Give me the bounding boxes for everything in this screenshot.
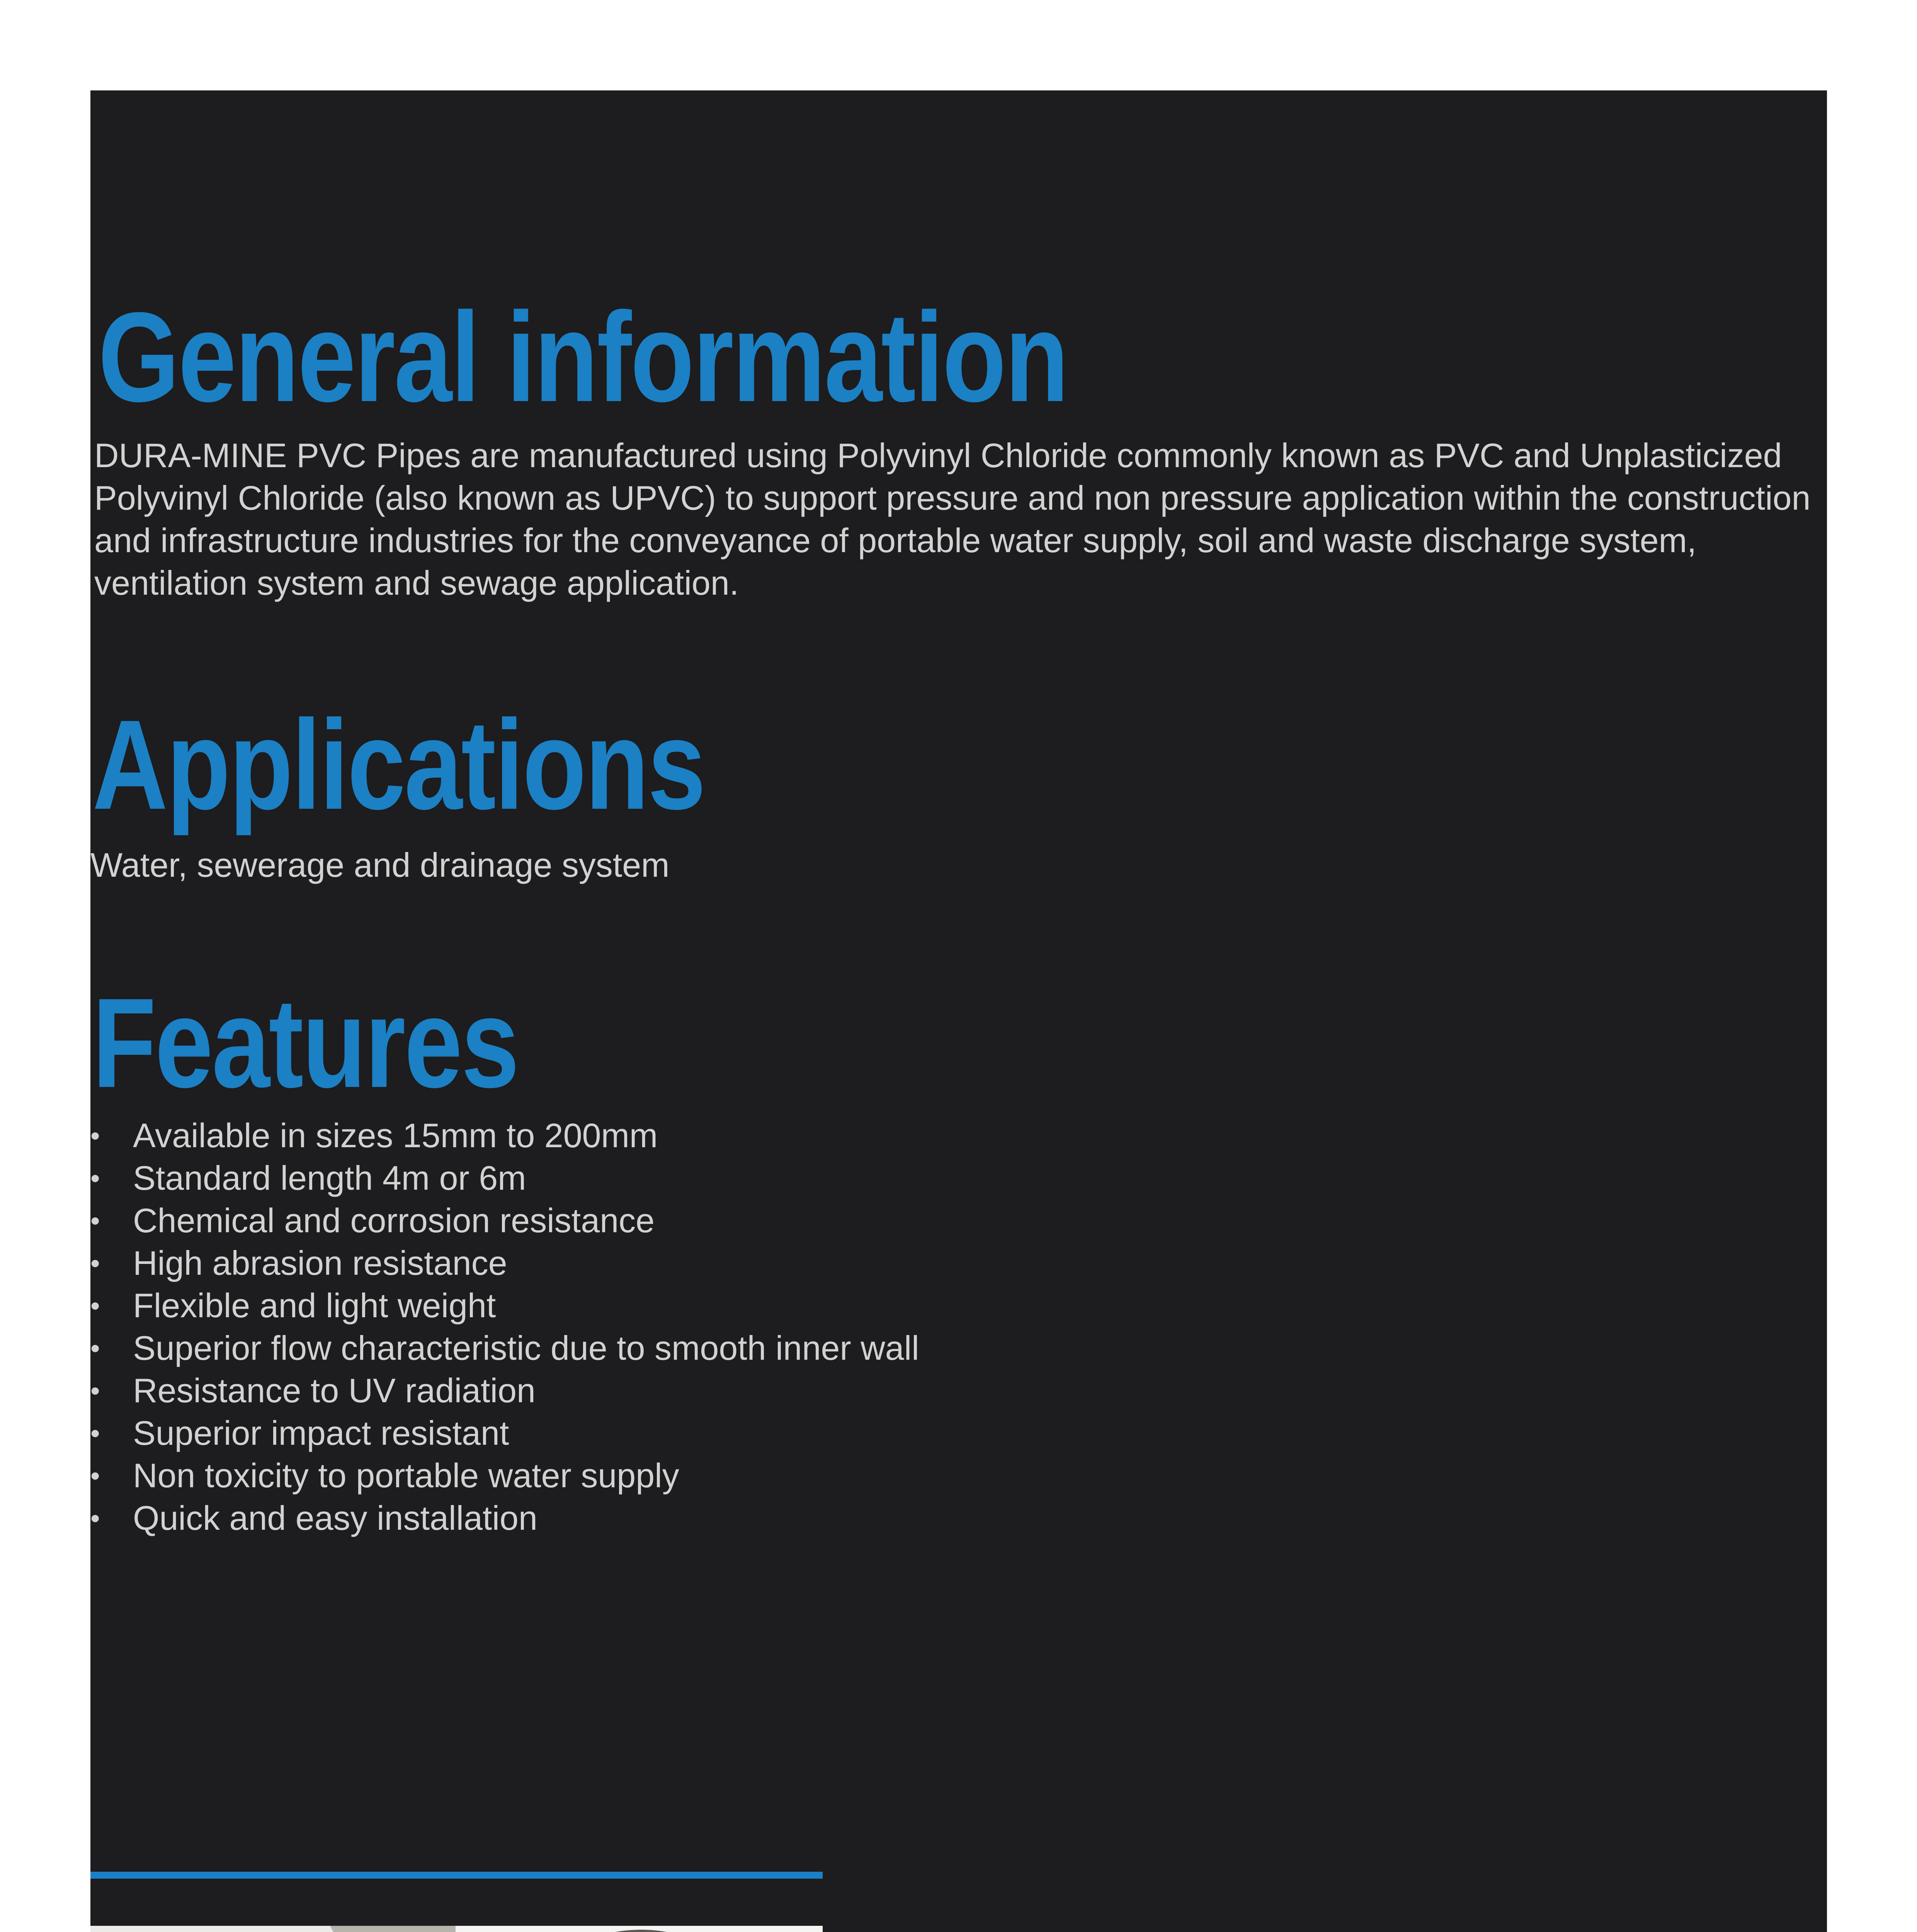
top-divider-rule [90, 1872, 823, 1879]
pipes-nested-end-view-photo [456, 1926, 823, 1932]
general-information-heading: General information [98, 286, 1068, 428]
feature-item: • Quick and easy installation [90, 1497, 919, 1539]
feature-item: • Flexible and light weight [90, 1284, 919, 1327]
applications-text: Water, sewerage and drainage system [90, 846, 670, 884]
feature-item: • Available in sizes 15mm to 200mm [90, 1114, 919, 1157]
features-list [90, 1114, 919, 1539]
feature-item: • High abrasion resistance [90, 1242, 919, 1284]
feature-item: • Superior impact resistant [90, 1412, 919, 1454]
features-heading: Features [92, 971, 518, 1114]
feature-item: • Resistance to UV radiation [90, 1369, 919, 1412]
general-information-text: DURA-MINE PVC Pipes are manufactured using Polyvinyl Chloride commonly known as PVC and Unplasticized Polyvinyl Chloride (also known as UPVC) to support pressure and non pressure application within the construction and infrastructure industries for the conveyance of portable water supply, soil and waste discharge system, ventilation system and sewage application. [94, 436, 1811, 602]
feature-item: • Superior flow characteristic due to smooth inner wall [90, 1327, 919, 1369]
feature-item: • Standard length 4m or 6m [90, 1157, 919, 1199]
feature-item: • Non toxicity to portable water supply [90, 1454, 919, 1497]
feature-item: • Chemical and corrosion resistance [90, 1199, 919, 1242]
applications-heading: Applications [92, 693, 705, 836]
pipes-stacked-side-view-photo [90, 1926, 456, 1932]
brochure-page [90, 90, 1827, 1932]
